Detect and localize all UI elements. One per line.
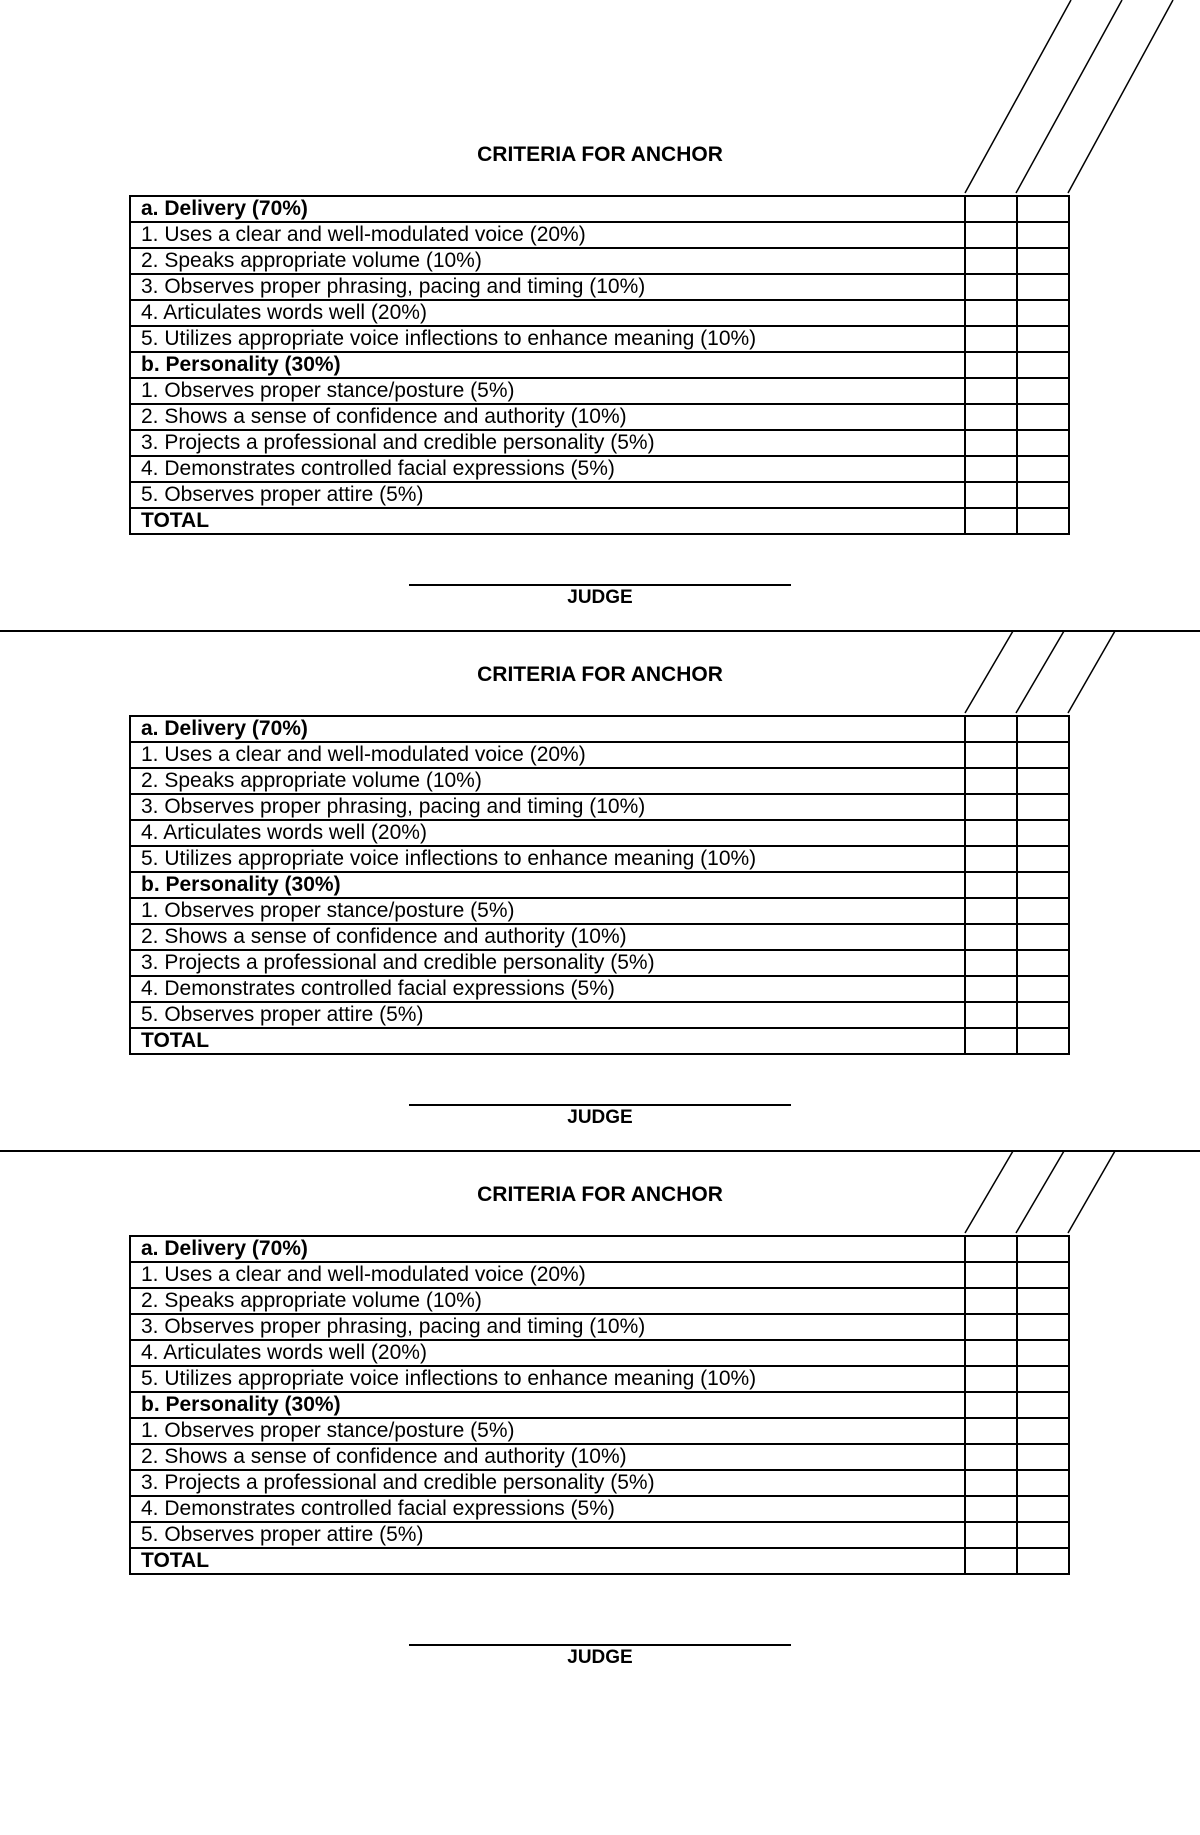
score-cell-1[interactable] <box>965 1470 1017 1496</box>
criterion-label: 4. Demonstrates controlled facial expressions (5%) <box>130 1496 965 1522</box>
score-cell-2[interactable] <box>1017 1262 1069 1288</box>
section-header-row <box>130 872 1069 898</box>
score-cell-2[interactable] <box>1017 456 1069 482</box>
criterion-row <box>130 1522 1069 1548</box>
criterion-label: 1. Observes proper stance/posture (5%) <box>130 378 965 404</box>
score-cell-2[interactable] <box>1017 1314 1069 1340</box>
score-cell-1[interactable] <box>965 716 1017 742</box>
criterion-label: b. Personality (30%) <box>130 1392 965 1418</box>
criterion-label: TOTAL <box>130 508 965 534</box>
score-cell-1[interactable] <box>965 1522 1017 1548</box>
criterion-row <box>130 404 1069 430</box>
section-header-row <box>130 716 1069 742</box>
criteria-table <box>129 715 1070 1055</box>
score-cell-1[interactable] <box>965 820 1017 846</box>
score-cell-1[interactable] <box>965 1314 1017 1340</box>
criterion-label: 3. Observes proper phrasing, pacing and timing (10%) <box>130 274 965 300</box>
criterion-label: 2. Speaks appropriate volume (10%) <box>130 1288 965 1314</box>
criterion-label: 5. Observes proper attire (5%) <box>130 1522 965 1548</box>
score-cell-1[interactable] <box>965 404 1017 430</box>
criterion-label: TOTAL <box>130 1548 965 1574</box>
criterion-label: 4. Articulates words well (20%) <box>130 1340 965 1366</box>
score-cell-1[interactable] <box>965 742 1017 768</box>
criterion-label: 4. Articulates words well (20%) <box>130 820 965 846</box>
signature-line <box>409 1644 791 1646</box>
score-cell-2[interactable] <box>1017 300 1069 326</box>
score-cell-1[interactable] <box>965 1418 1017 1444</box>
criterion-label: a. Delivery (70%) <box>130 716 965 742</box>
score-cell-2[interactable] <box>1017 950 1069 976</box>
score-cell-2[interactable] <box>1017 872 1069 898</box>
score-cell-1[interactable] <box>965 898 1017 924</box>
score-cell-2[interactable] <box>1017 898 1069 924</box>
criterion-row <box>130 742 1069 768</box>
criterion-label: 1. Uses a clear and well-modulated voice (20%) <box>130 1262 965 1288</box>
score-cell-1[interactable] <box>965 924 1017 950</box>
score-cell-2[interactable] <box>1017 352 1069 378</box>
criterion-row <box>130 768 1069 794</box>
criterion-label: b. Personality (30%) <box>130 352 965 378</box>
score-cell-2[interactable] <box>1017 1288 1069 1314</box>
score-cell-2[interactable] <box>1017 1418 1069 1444</box>
score-cell-1[interactable] <box>965 976 1017 1002</box>
criterion-label: 3. Projects a professional and credible personality (5%) <box>130 950 965 976</box>
score-cell-2[interactable] <box>1017 378 1069 404</box>
criterion-label: 3. Observes proper phrasing, pacing and timing (10%) <box>130 794 965 820</box>
score-cell-2[interactable] <box>1017 1548 1069 1574</box>
section-header-row <box>130 352 1069 378</box>
criterion-label: a. Delivery (70%) <box>130 1236 965 1262</box>
criterion-row <box>130 1444 1069 1470</box>
criterion-row <box>130 1288 1069 1314</box>
score-cell-2[interactable] <box>1017 794 1069 820</box>
criterion-label: 2. Shows a sense of confidence and authority (10%) <box>130 1444 965 1470</box>
criterion-row <box>130 976 1069 1002</box>
judge-label: JUDGE <box>567 1647 633 1668</box>
criterion-row <box>130 924 1069 950</box>
criterion-label: 4. Demonstrates controlled facial expressions (5%) <box>130 456 965 482</box>
criterion-label: 3. Projects a professional and credible personality (5%) <box>130 430 965 456</box>
criterion-row <box>130 820 1069 846</box>
score-cell-1[interactable] <box>965 378 1017 404</box>
score-cell-2[interactable] <box>1017 1470 1069 1496</box>
score-cell-2[interactable] <box>1017 976 1069 1002</box>
criterion-row <box>130 1496 1069 1522</box>
criterion-label: 3. Observes proper phrasing, pacing and timing (10%) <box>130 1314 965 1340</box>
criteria-table <box>129 195 1070 535</box>
criterion-label: 5. Utilizes appropriate voice inflections to enhance meaning (10%) <box>130 1366 965 1392</box>
score-cell-1[interactable] <box>965 482 1017 508</box>
criterion-row <box>130 846 1069 872</box>
score-cell-2[interactable] <box>1017 248 1069 274</box>
card-title: CRITERIA FOR ANCHOR <box>477 663 723 686</box>
criterion-row <box>130 300 1069 326</box>
criterion-label: 2. Speaks appropriate volume (10%) <box>130 248 965 274</box>
criterion-label: TOTAL <box>130 1028 965 1054</box>
criterion-label: 1. Uses a clear and well-modulated voice (20%) <box>130 742 965 768</box>
criterion-label: 4. Demonstrates controlled facial expressions (5%) <box>130 976 965 1002</box>
score-cell-2[interactable] <box>1017 1392 1069 1418</box>
judge-label: JUDGE <box>567 587 633 608</box>
score-cell-2[interactable] <box>1017 1340 1069 1366</box>
score-cell-1[interactable] <box>965 1444 1017 1470</box>
column-header-diagonals <box>0 1040 1200 1240</box>
card-title: CRITERIA FOR ANCHOR <box>477 1183 723 1206</box>
score-cell-1[interactable] <box>965 872 1017 898</box>
score-cell-2[interactable] <box>1017 430 1069 456</box>
score-cell-2[interactable] <box>1017 1444 1069 1470</box>
score-cell-1[interactable] <box>965 1548 1017 1574</box>
criterion-row <box>130 326 1069 352</box>
score-cell-1[interactable] <box>965 1392 1017 1418</box>
score-cell-2[interactable] <box>1017 820 1069 846</box>
card-title: CRITERIA FOR ANCHOR <box>477 143 723 166</box>
criterion-label: 3. Projects a professional and credible personality (5%) <box>130 1470 965 1496</box>
score-cell-1[interactable] <box>965 1496 1017 1522</box>
total-row <box>130 1548 1069 1574</box>
criterion-label: 5. Utilizes appropriate voice inflections to enhance meaning (10%) <box>130 846 965 872</box>
score-cell-1[interactable] <box>965 430 1017 456</box>
criterion-label: 4. Articulates words well (20%) <box>130 300 965 326</box>
column-header-diagonals <box>0 520 1200 720</box>
score-cell-1[interactable] <box>965 1288 1017 1314</box>
score-cell-2[interactable] <box>1017 924 1069 950</box>
criterion-row <box>130 1262 1069 1288</box>
criterion-label: 2. Speaks appropriate volume (10%) <box>130 768 965 794</box>
criterion-row <box>130 1340 1069 1366</box>
criterion-row <box>130 898 1069 924</box>
score-cell-1[interactable] <box>965 196 1017 222</box>
criterion-row <box>130 1470 1069 1496</box>
criterion-row <box>130 222 1069 248</box>
score-cell-1[interactable] <box>965 456 1017 482</box>
criterion-row <box>130 1314 1069 1340</box>
score-cell-2[interactable] <box>1017 326 1069 352</box>
score-cell-1[interactable] <box>965 248 1017 274</box>
judge-label: JUDGE <box>567 1107 633 1128</box>
criterion-row <box>130 456 1069 482</box>
score-cell-2[interactable] <box>1017 222 1069 248</box>
score-cell-2[interactable] <box>1017 404 1069 430</box>
score-cell-1[interactable] <box>965 274 1017 300</box>
criterion-label: a. Delivery (70%) <box>130 196 965 222</box>
score-cell-1[interactable] <box>965 1366 1017 1392</box>
criterion-label: 1. Uses a clear and well-modulated voice (20%) <box>130 222 965 248</box>
score-cell-1[interactable] <box>965 222 1017 248</box>
score-cell-1[interactable] <box>965 352 1017 378</box>
column-header-diagonals <box>0 0 1200 200</box>
section-header-row <box>130 196 1069 222</box>
score-cell-2[interactable] <box>1017 742 1069 768</box>
score-cell-1[interactable] <box>965 300 1017 326</box>
criterion-label: 1. Observes proper stance/posture (5%) <box>130 1418 965 1444</box>
criterion-row <box>130 1002 1069 1028</box>
criterion-label: 2. Shows a sense of confidence and authority (10%) <box>130 404 965 430</box>
criterion-row <box>130 1418 1069 1444</box>
criterion-row <box>130 950 1069 976</box>
criterion-row <box>130 274 1069 300</box>
criterion-label: 5. Utilizes appropriate voice inflections to enhance meaning (10%) <box>130 326 965 352</box>
criterion-label: b. Personality (30%) <box>130 872 965 898</box>
score-cell-2[interactable] <box>1017 1496 1069 1522</box>
score-cell-2[interactable] <box>1017 716 1069 742</box>
score-cell-1[interactable] <box>965 794 1017 820</box>
criterion-row <box>130 794 1069 820</box>
criterion-row <box>130 1366 1069 1392</box>
criterion-row <box>130 482 1069 508</box>
score-cell-2[interactable] <box>1017 274 1069 300</box>
score-cell-2[interactable] <box>1017 482 1069 508</box>
score-cell-1[interactable] <box>965 1262 1017 1288</box>
section-header-row <box>130 1236 1069 1262</box>
score-cell-1[interactable] <box>965 1236 1017 1262</box>
score-cell-2[interactable] <box>1017 1522 1069 1548</box>
score-cell-2[interactable] <box>1017 1236 1069 1262</box>
criterion-label: 5. Observes proper attire (5%) <box>130 1002 965 1028</box>
score-cell-1[interactable] <box>965 326 1017 352</box>
criterion-row <box>130 378 1069 404</box>
score-cell-2[interactable] <box>1017 846 1069 872</box>
criterion-label: 1. Observes proper stance/posture (5%) <box>130 898 965 924</box>
criterion-label: 5. Observes proper attire (5%) <box>130 482 965 508</box>
score-cell-1[interactable] <box>965 768 1017 794</box>
score-cell-1[interactable] <box>965 1340 1017 1366</box>
section-header-row <box>130 1392 1069 1418</box>
criterion-row <box>130 430 1069 456</box>
criterion-label: 2. Shows a sense of confidence and authority (10%) <box>130 924 965 950</box>
score-cell-2[interactable] <box>1017 1366 1069 1392</box>
score-cell-1[interactable] <box>965 846 1017 872</box>
criteria-table <box>129 1235 1070 1575</box>
score-cell-2[interactable] <box>1017 768 1069 794</box>
score-cell-2[interactable] <box>1017 1002 1069 1028</box>
criterion-row <box>130 248 1069 274</box>
score-cell-1[interactable] <box>965 950 1017 976</box>
score-cell-1[interactable] <box>965 1002 1017 1028</box>
score-cell-2[interactable] <box>1017 196 1069 222</box>
